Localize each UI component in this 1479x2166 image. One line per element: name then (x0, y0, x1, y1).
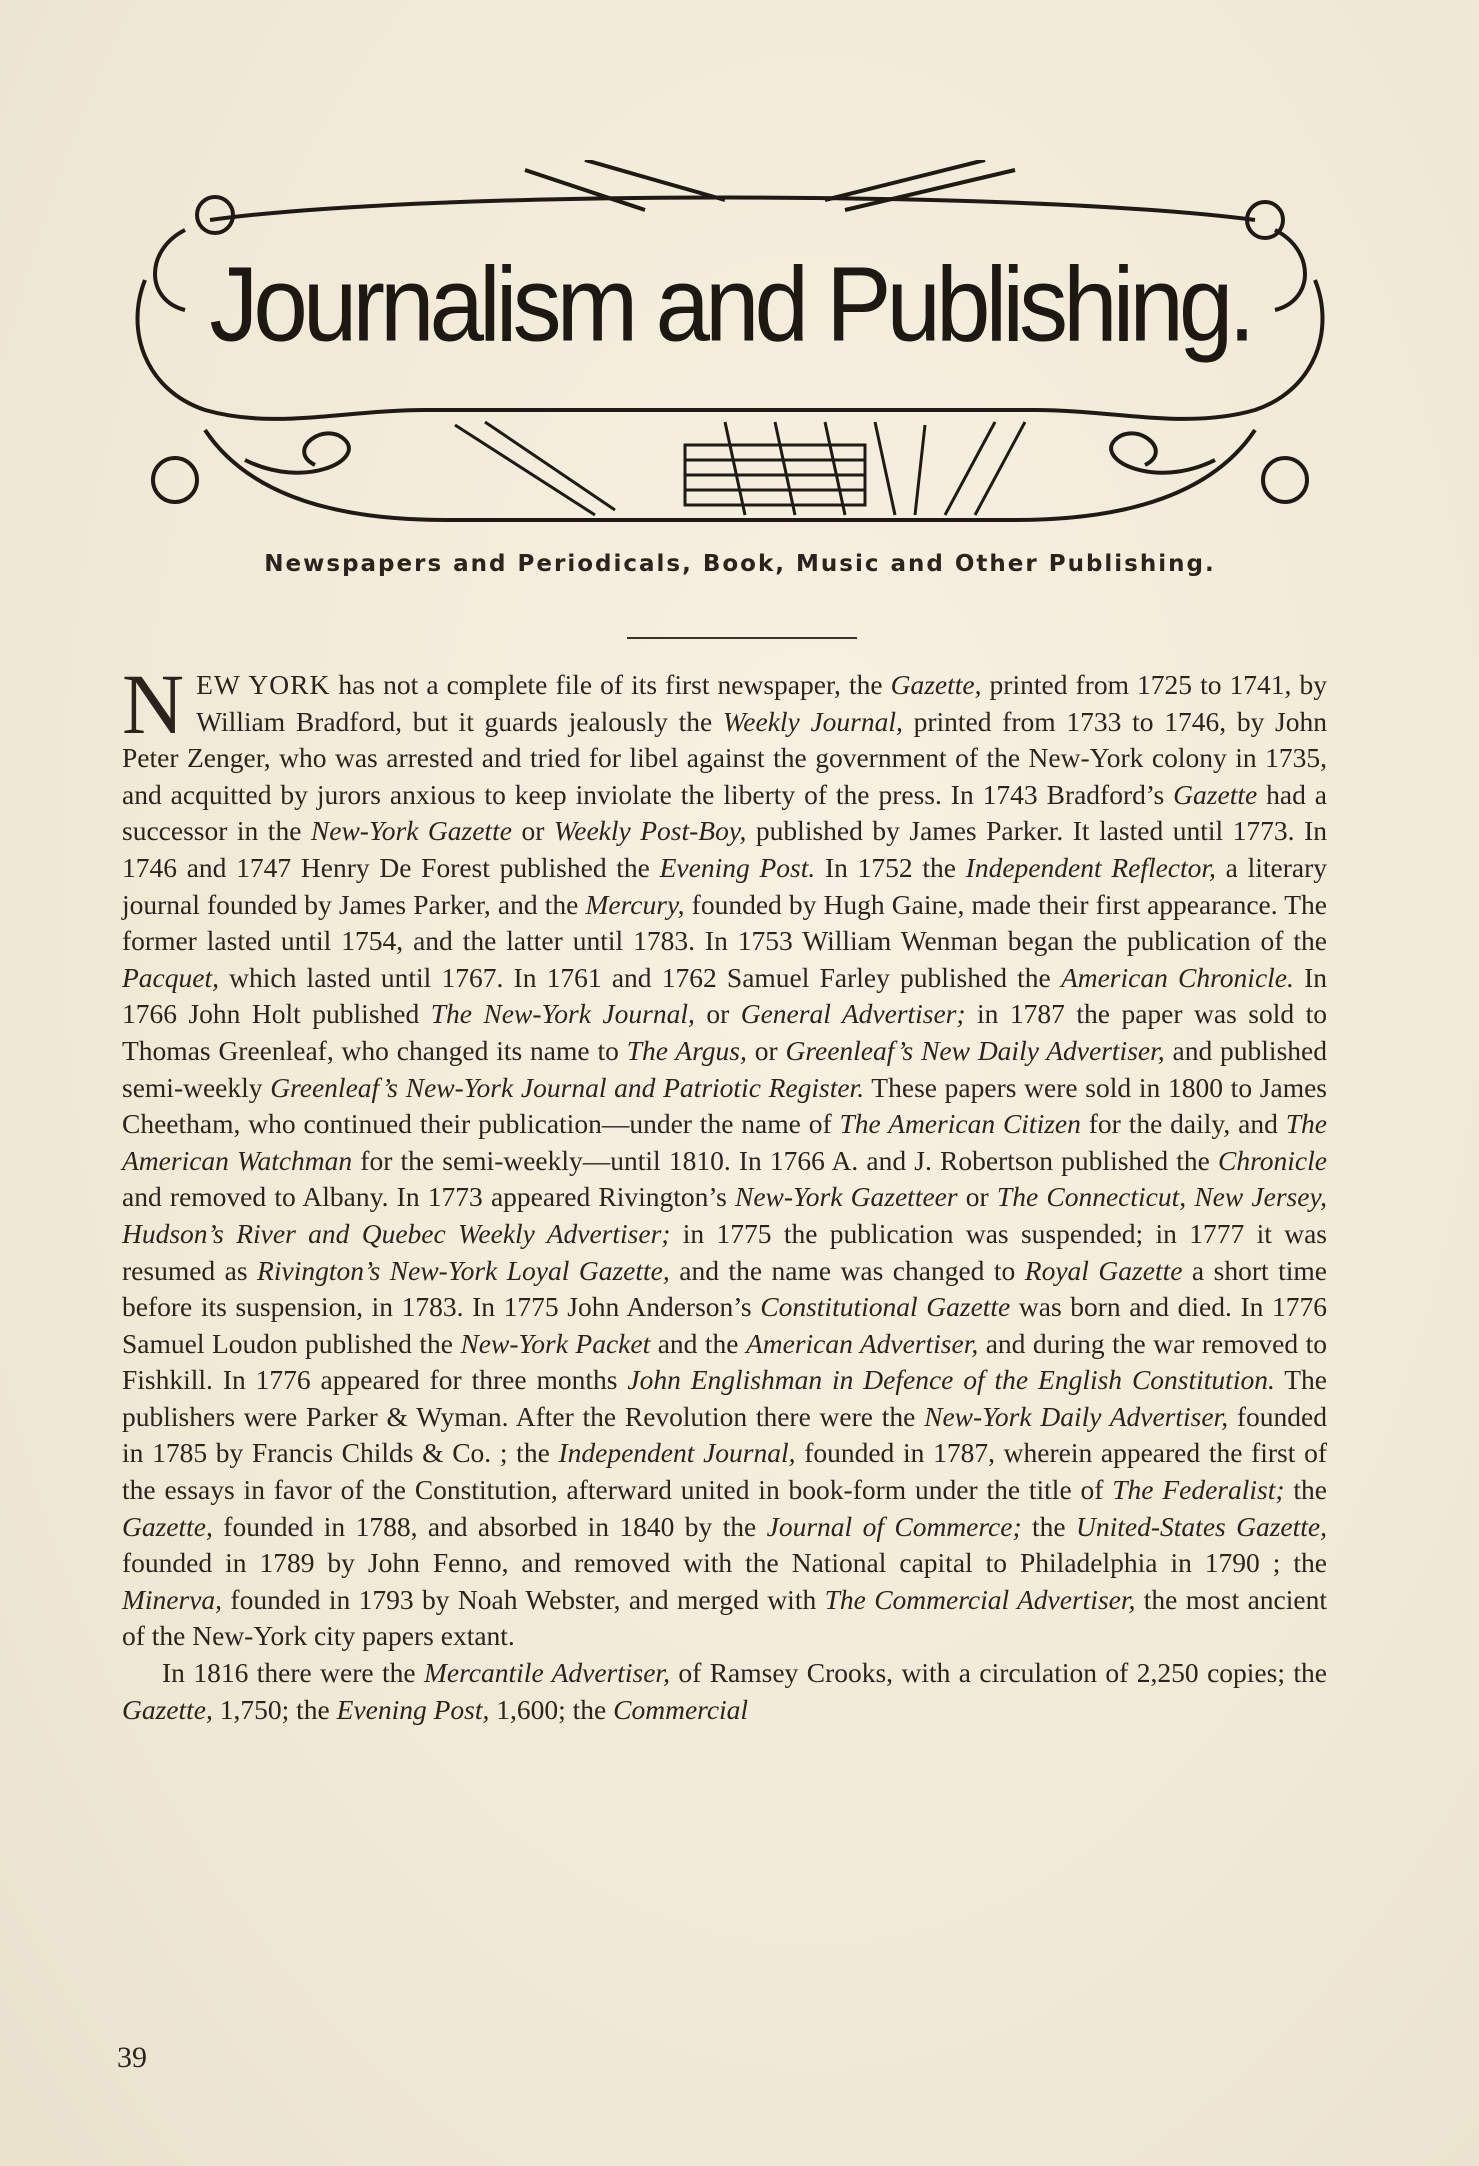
article-body (122, 656, 1328, 1728)
banner-title: Journalism and Publishing. (209, 244, 1251, 364)
ornamental-banner (125, 160, 1335, 540)
paragraph: In 1816 there were the Mercantile Advertiser, of Ramsey Crooks, with a circulation of 2,250 copies; the Gazette, 1,750; the Evening Post, 1,600; the Commercial (122, 1657, 1327, 1725)
paragraph (122, 656, 1328, 1655)
page-number: 39 (117, 2041, 147, 2074)
divider (627, 637, 857, 639)
drop-cap: N (122, 656, 185, 752)
paragraph-text: has not a complete file of its first newspaper, the Gazette, printed from 1725 to 1741, by William Bradford, but it guards jealously the Weekly Journal, printed from 1733 to 1746, by John Peter Zenger, who was arrested and tried for libel against the government of the New-York colony in 1735, and acquitted by jurors anxious to keep inviolate the liberty of the press. In 1743 Bradford’s Gazette had a successor in the New-York Gazette or Weekly Post-Boy, published by James Parker. It lasted until 1773. In 1746 and 1747 Henry De Forest published the Evening Post. In 1752 the Independent Reflector, a literary journal founded by James Parker, and the Mercury, founded by Hugh Gaine, made their first appearance. The former lasted until 1754, and the latter until 1783. In 1753 William Wenman began the publication of the Pacquet, which lasted until 1767. In 1761 and 1762 Samuel Farley published the American Chronicle. In 1766 John Holt published The New-York Journal, or General Advertiser; in 1787 the paper was sold to Thomas Greenleaf, who changed its name to The Argus, or Greenleaf’s New Daily Advertiser, and published semi-weekly Greenleaf’s New-York Journal and Patriotic Register. These papers were sold in 1800 to James Cheetham, who continued their publication—under the name of The American Citizen for the daily, and The American Watchman for the semi-weekly—until 1810. In 1766 A. and J. Robertson published the Chronicle and removed to Albany. In 1773 appeared Rivington’s New-York Gazetteer or The Connecticut, New Jersey, Hudson’s River and Quebec Weekly Advertiser; in 1775 the publication was suspended; in 1777 it was resumed as Rivington’s New-York Loyal Gazette, and the name was changed to Royal Gazette a short time before its suspension, in 1783. In 1775 John Anderson’s Constitutional Gazette was born and died. In 1776 Samuel Loudon published the New-York Packet and the American Advertiser, and during the war removed to Fishkill. In 1776 appeared for three months John Englishman in Defence of the English Constitution. The publishers were Parker & Wyman. After the Revolution there were the New-York Daily Advertiser, founded in 1785 by Francis Childs & Co. ; the Independent Journal, founded in 1787, wherein appeared the first of the essays in favor of the Constitution, afterward united in book-form under the title of The Federalist; the Gazette, founded in 1788, and absorbed in 1840 by the Journal of Commerce; the United-States Gazette, founded in 1789 by John Fenno, and removed with the National capital to Philadelphia in 1790 ; the Minerva, founded in 1793 by Noah Webster, and merged with The Commercial Advertiser, the most ancient of the New-York city papers extant. (122, 669, 1328, 1652)
lead-in: EW YORK (196, 669, 331, 700)
subtitle: Newspapers and Periodicals, Book, Music and Other Publishing. (264, 551, 1216, 577)
